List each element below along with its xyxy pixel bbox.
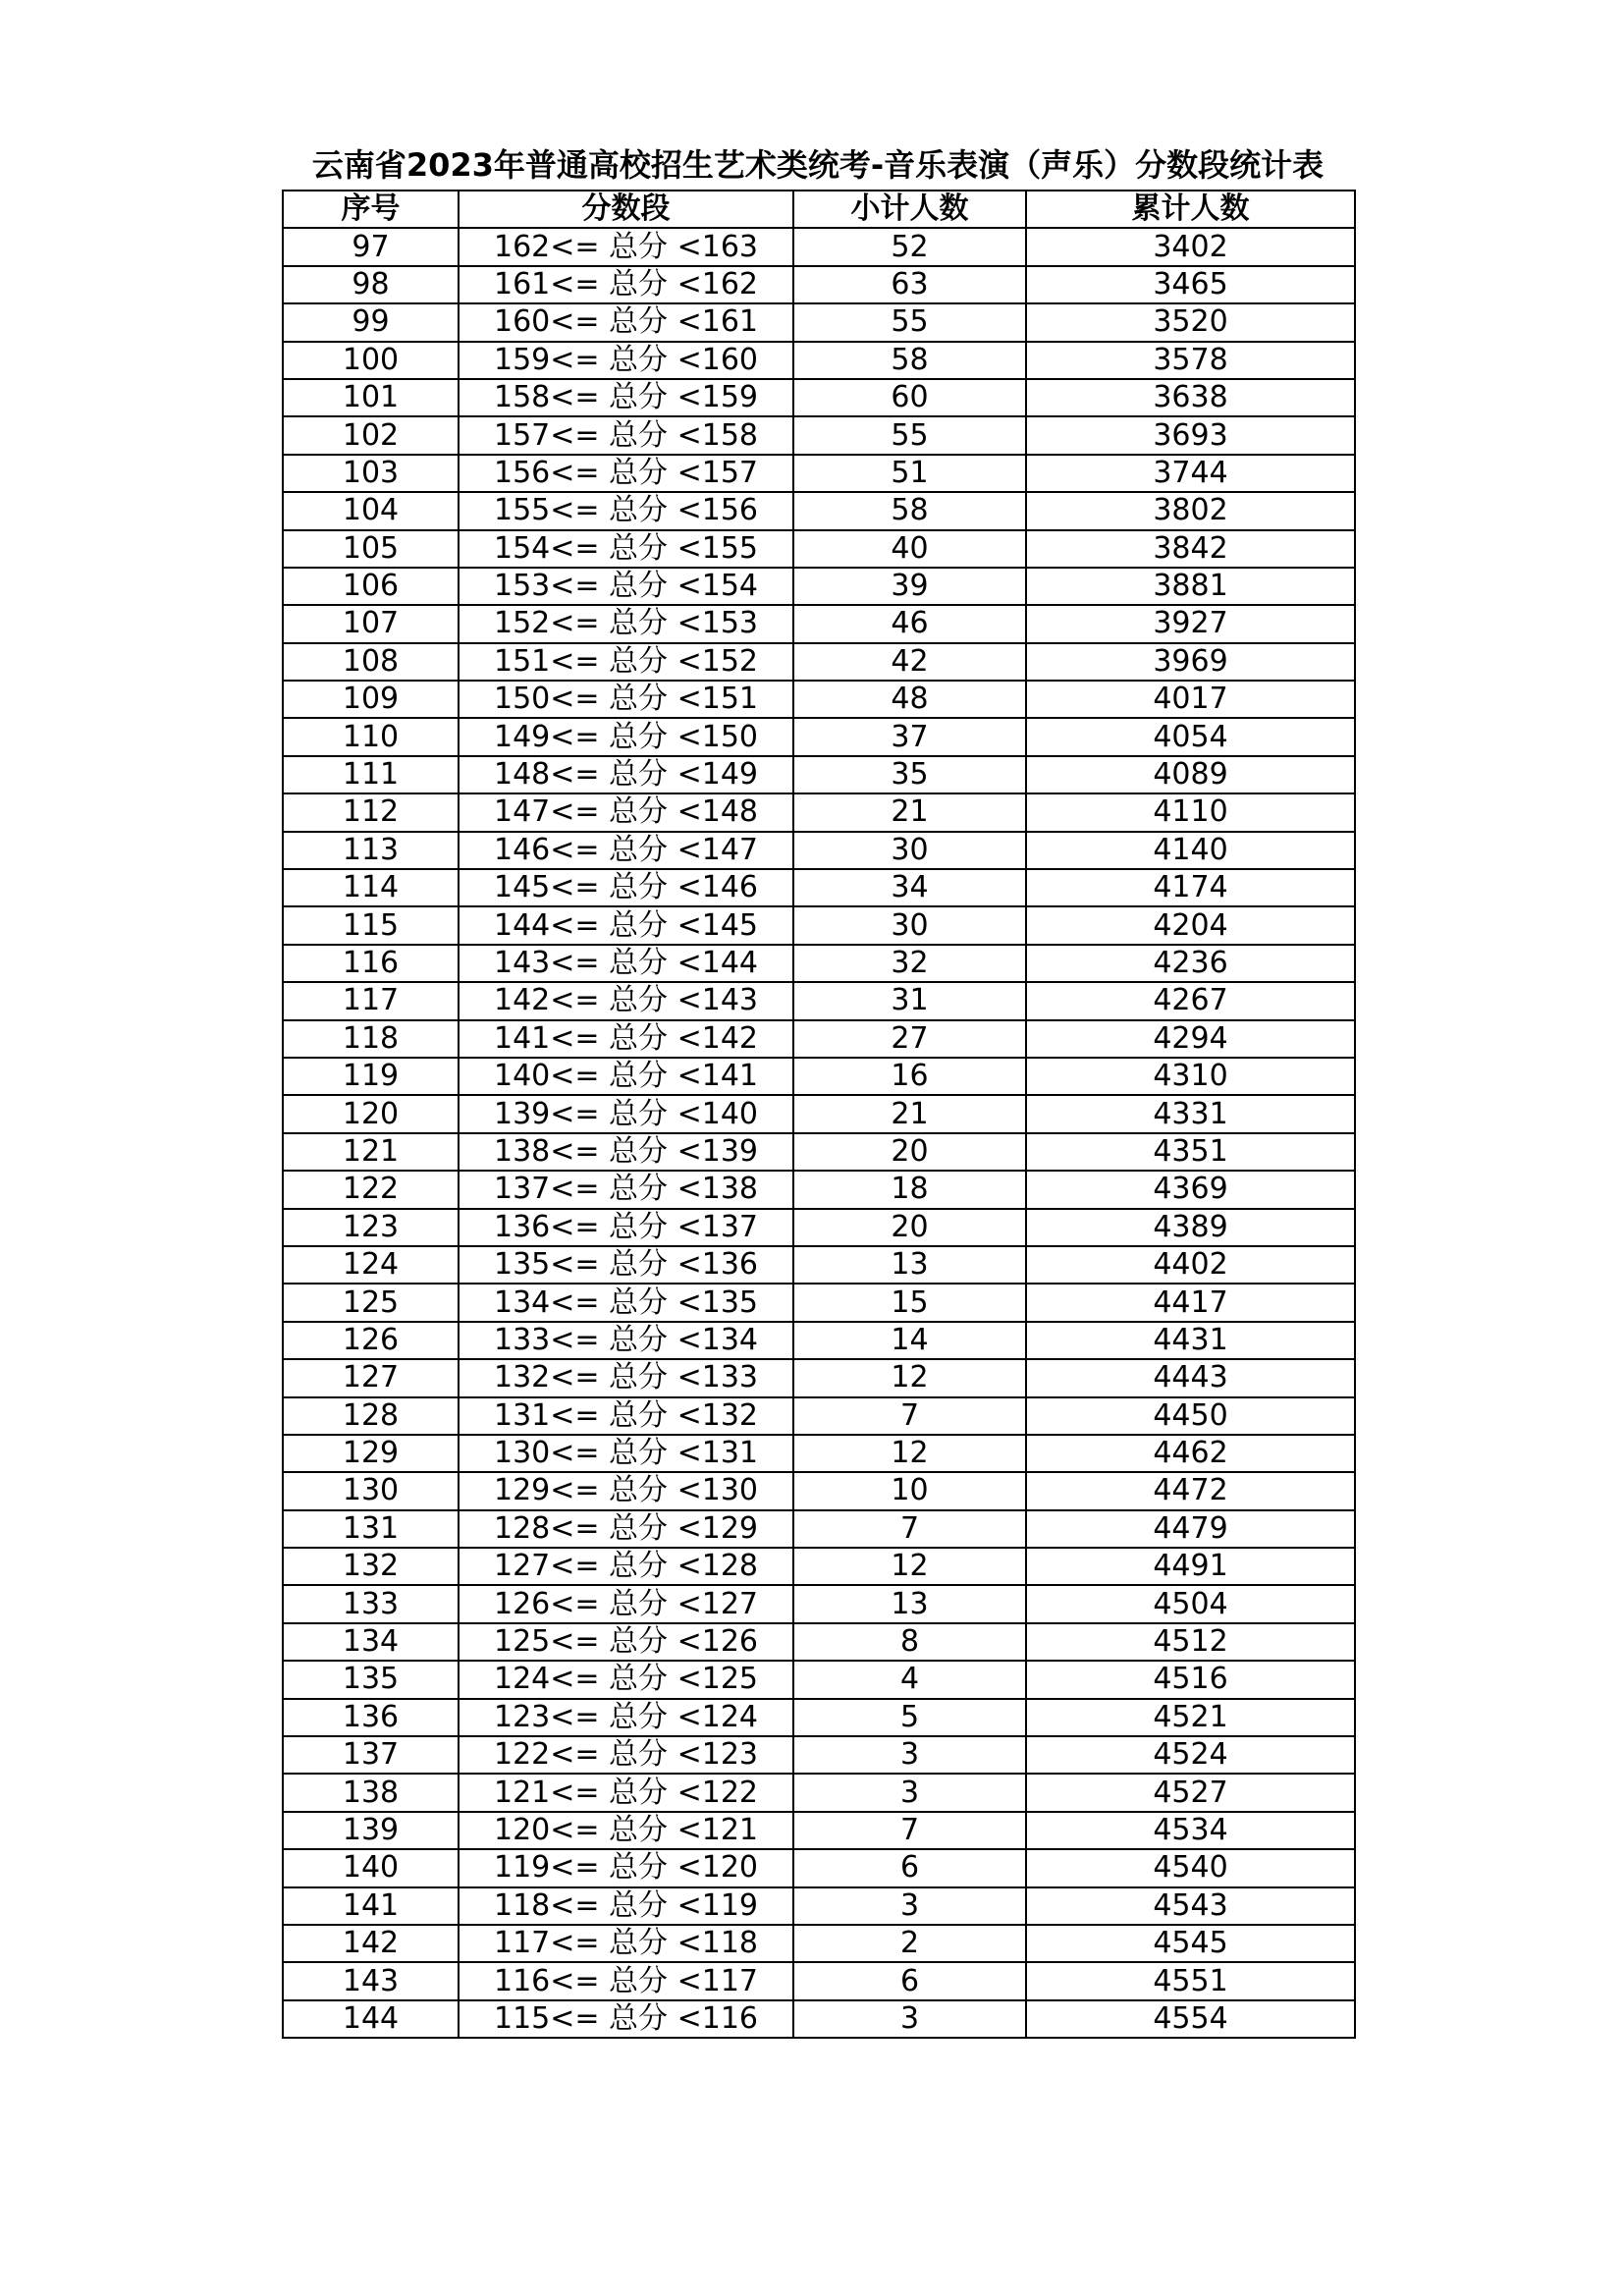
- cell-cumulative: 4140: [1026, 832, 1355, 869]
- cell-cumulative: 4551: [1026, 1962, 1355, 1999]
- cell-subtotal: 7: [793, 1812, 1026, 1849]
- cell-score-range: 130<= 总分 <131: [459, 1435, 793, 1472]
- cell-score-range: 156<= 总分 <157: [459, 455, 793, 492]
- cell-subtotal: 8: [793, 1623, 1026, 1661]
- cell-subtotal: 21: [793, 793, 1026, 831]
- cell-index: 120: [283, 1095, 459, 1132]
- cell-subtotal: 12: [793, 1548, 1026, 1585]
- cell-subtotal: 51: [793, 455, 1026, 492]
- cell-index: 144: [283, 2000, 459, 2038]
- cell-cumulative: 4054: [1026, 718, 1355, 755]
- table-row: [283, 1284, 1355, 1321]
- cell-cumulative: 4545: [1026, 1925, 1355, 1962]
- cell-score-range: 158<= 总分 <159: [459, 379, 793, 416]
- table-row: [283, 1209, 1355, 1246]
- table-row: [283, 228, 1355, 265]
- cell-index: 105: [283, 530, 459, 568]
- table-header: [283, 191, 1355, 228]
- cell-score-range: 138<= 总分 <139: [459, 1133, 793, 1171]
- cell-subtotal: 10: [793, 1472, 1026, 1509]
- cell-score-range: 154<= 总分 <155: [459, 530, 793, 568]
- table-row: [283, 1246, 1355, 1284]
- cell-subtotal: 42: [793, 643, 1026, 681]
- cell-subtotal: 3: [793, 1887, 1026, 1925]
- cell-index: 142: [283, 1925, 459, 1962]
- cell-subtotal: 3: [793, 2000, 1026, 2038]
- table-row: [283, 1435, 1355, 1472]
- cell-index: 133: [283, 1585, 459, 1622]
- cell-score-range: 118<= 总分 <119: [459, 1887, 793, 1925]
- cell-cumulative: 4443: [1026, 1359, 1355, 1396]
- cell-index: 101: [283, 379, 459, 416]
- cell-index: 97: [283, 228, 459, 265]
- cell-cumulative: 4512: [1026, 1623, 1355, 1661]
- cell-index: 128: [283, 1397, 459, 1435]
- cell-score-range: 128<= 总分 <129: [459, 1510, 793, 1548]
- cell-subtotal: 16: [793, 1058, 1026, 1095]
- table-row: [283, 2000, 1355, 2038]
- table-row: [283, 1962, 1355, 1999]
- cell-index: 110: [283, 718, 459, 755]
- cell-index: 139: [283, 1812, 459, 1849]
- cell-cumulative: 3693: [1026, 416, 1355, 454]
- cell-index: 99: [283, 303, 459, 341]
- cell-cumulative: 4462: [1026, 1435, 1355, 1472]
- cell-index: 130: [283, 1472, 459, 1509]
- table-row: [283, 1095, 1355, 1132]
- cell-index: 106: [283, 568, 459, 605]
- cell-score-range: 136<= 总分 <137: [459, 1209, 793, 1246]
- cell-score-range: 157<= 总分 <158: [459, 416, 793, 454]
- cell-index: 131: [283, 1510, 459, 1548]
- cell-cumulative: 3927: [1026, 605, 1355, 642]
- cell-index: 102: [283, 416, 459, 454]
- cell-cumulative: 4110: [1026, 793, 1355, 831]
- cell-index: 111: [283, 756, 459, 793]
- cell-cumulative: 4369: [1026, 1171, 1355, 1208]
- cell-cumulative: 4331: [1026, 1095, 1355, 1132]
- cell-subtotal: 30: [793, 906, 1026, 944]
- cell-score-range: 123<= 总分 <124: [459, 1699, 793, 1736]
- cell-score-range: 120<= 总分 <121: [459, 1812, 793, 1849]
- table-row: [283, 1020, 1355, 1058]
- cell-index: 115: [283, 906, 459, 944]
- cell-subtotal: 3: [793, 1774, 1026, 1811]
- table-row: [283, 756, 1355, 793]
- cell-cumulative: 4174: [1026, 869, 1355, 906]
- cell-score-range: 142<= 总分 <143: [459, 982, 793, 1019]
- cell-cumulative: 4554: [1026, 2000, 1355, 2038]
- cell-subtotal: 40: [793, 530, 1026, 568]
- cell-score-range: 143<= 总分 <144: [459, 945, 793, 982]
- cell-score-range: 129<= 总分 <130: [459, 1472, 793, 1509]
- cell-subtotal: 27: [793, 1020, 1026, 1058]
- table-row: [283, 1585, 1355, 1622]
- table-row: [283, 1171, 1355, 1208]
- header-cumulative: 累计人数: [1026, 191, 1355, 228]
- cell-index: 132: [283, 1548, 459, 1585]
- cell-score-range: 135<= 总分 <136: [459, 1246, 793, 1284]
- cell-index: 138: [283, 1774, 459, 1811]
- cell-cumulative: 4527: [1026, 1774, 1355, 1811]
- cell-cumulative: 4543: [1026, 1887, 1355, 1925]
- cell-index: 143: [283, 1962, 459, 1999]
- cell-score-range: 116<= 总分 <117: [459, 1962, 793, 1999]
- table-row: [283, 266, 1355, 303]
- cell-cumulative: 4472: [1026, 1472, 1355, 1509]
- cell-score-range: 141<= 总分 <142: [459, 1020, 793, 1058]
- cell-score-range: 121<= 总分 <122: [459, 1774, 793, 1811]
- cell-subtotal: 12: [793, 1435, 1026, 1472]
- cell-subtotal: 13: [793, 1585, 1026, 1622]
- cell-subtotal: 60: [793, 379, 1026, 416]
- table-row: [283, 1359, 1355, 1396]
- cell-subtotal: 55: [793, 303, 1026, 341]
- header-row: [283, 191, 1355, 228]
- cell-score-range: 117<= 总分 <118: [459, 1925, 793, 1962]
- table-row: [283, 530, 1355, 568]
- table-row: [283, 416, 1355, 454]
- cell-cumulative: 3744: [1026, 455, 1355, 492]
- cell-index: 136: [283, 1699, 459, 1736]
- table-row: [283, 342, 1355, 379]
- cell-subtotal: 30: [793, 832, 1026, 869]
- cell-index: 124: [283, 1246, 459, 1284]
- cell-score-range: 137<= 总分 <138: [459, 1171, 793, 1208]
- cell-index: 127: [283, 1359, 459, 1396]
- cell-index: 98: [283, 266, 459, 303]
- cell-subtotal: 5: [793, 1699, 1026, 1736]
- cell-subtotal: 58: [793, 342, 1026, 379]
- cell-score-range: 126<= 总分 <127: [459, 1585, 793, 1622]
- cell-index: 135: [283, 1661, 459, 1698]
- cell-subtotal: 4: [793, 1661, 1026, 1698]
- cell-score-range: 133<= 总分 <134: [459, 1322, 793, 1359]
- cell-score-range: 132<= 总分 <133: [459, 1359, 793, 1396]
- cell-subtotal: 14: [793, 1322, 1026, 1359]
- cell-index: 119: [283, 1058, 459, 1095]
- cell-index: 137: [283, 1736, 459, 1774]
- cell-subtotal: 20: [793, 1133, 1026, 1171]
- table-row: [283, 1623, 1355, 1661]
- cell-cumulative: 4294: [1026, 1020, 1355, 1058]
- cell-subtotal: 13: [793, 1246, 1026, 1284]
- table-row: [283, 643, 1355, 681]
- table-row: [283, 1058, 1355, 1095]
- cell-index: 100: [283, 342, 459, 379]
- table-row: [283, 379, 1355, 416]
- cell-subtotal: 20: [793, 1209, 1026, 1246]
- cell-index: 104: [283, 492, 459, 529]
- table-row: [283, 605, 1355, 642]
- cell-score-range: 148<= 总分 <149: [459, 756, 793, 793]
- cell-cumulative: 3402: [1026, 228, 1355, 265]
- cell-cumulative: 3465: [1026, 266, 1355, 303]
- cell-index: 134: [283, 1623, 459, 1661]
- cell-index: 125: [283, 1284, 459, 1321]
- table-row: [283, 1322, 1355, 1359]
- cell-cumulative: 4236: [1026, 945, 1355, 982]
- table-row: [283, 1849, 1355, 1886]
- cell-cumulative: 3802: [1026, 492, 1355, 529]
- page-title: 云南省2023年普通高校招生艺术类统考-音乐表演（声乐）分数段统计表: [311, 146, 1325, 184]
- cell-index: 114: [283, 869, 459, 906]
- cell-subtotal: 6: [793, 1849, 1026, 1886]
- cell-subtotal: 7: [793, 1510, 1026, 1548]
- cell-cumulative: 4089: [1026, 756, 1355, 793]
- score-distribution-table: [282, 190, 1356, 2039]
- cell-score-range: 122<= 总分 <123: [459, 1736, 793, 1774]
- table-row: [283, 982, 1355, 1019]
- cell-index: 141: [283, 1887, 459, 1925]
- cell-score-range: 155<= 总分 <156: [459, 492, 793, 529]
- cell-cumulative: 3638: [1026, 379, 1355, 416]
- cell-cumulative: 3842: [1026, 530, 1355, 568]
- cell-score-range: 131<= 总分 <132: [459, 1397, 793, 1435]
- cell-index: 129: [283, 1435, 459, 1472]
- table-row: [283, 1887, 1355, 1925]
- table-row: [283, 1736, 1355, 1774]
- table-row: [283, 945, 1355, 982]
- cell-cumulative: 4491: [1026, 1548, 1355, 1585]
- cell-cumulative: 4516: [1026, 1661, 1355, 1698]
- cell-cumulative: 4017: [1026, 681, 1355, 718]
- cell-score-range: 134<= 总分 <135: [459, 1284, 793, 1321]
- table-row: [283, 1925, 1355, 1962]
- cell-index: 122: [283, 1171, 459, 1208]
- cell-cumulative: 4402: [1026, 1246, 1355, 1284]
- cell-index: 116: [283, 945, 459, 982]
- table-row: [283, 1774, 1355, 1811]
- table-row: [283, 832, 1355, 869]
- table-row: [283, 718, 1355, 755]
- cell-cumulative: 4204: [1026, 906, 1355, 944]
- cell-subtotal: 34: [793, 869, 1026, 906]
- cell-score-range: 149<= 总分 <150: [459, 718, 793, 755]
- cell-subtotal: 32: [793, 945, 1026, 982]
- table-row: [283, 1472, 1355, 1509]
- header-score-range: 分数段: [459, 191, 793, 228]
- cell-subtotal: 31: [793, 982, 1026, 1019]
- cell-cumulative: 4417: [1026, 1284, 1355, 1321]
- table-row: [283, 303, 1355, 341]
- cell-cumulative: 4267: [1026, 982, 1355, 1019]
- cell-cumulative: 4504: [1026, 1585, 1355, 1622]
- cell-score-range: 139<= 总分 <140: [459, 1095, 793, 1132]
- cell-score-range: 144<= 总分 <145: [459, 906, 793, 944]
- cell-score-range: 160<= 总分 <161: [459, 303, 793, 341]
- cell-subtotal: 18: [793, 1171, 1026, 1208]
- cell-cumulative: 3520: [1026, 303, 1355, 341]
- cell-score-range: 151<= 总分 <152: [459, 643, 793, 681]
- cell-index: 113: [283, 832, 459, 869]
- cell-score-range: 127<= 总分 <128: [459, 1548, 793, 1585]
- table-row: [283, 1510, 1355, 1548]
- table-row: [283, 869, 1355, 906]
- cell-index: 108: [283, 643, 459, 681]
- cell-index: 107: [283, 605, 459, 642]
- cell-cumulative: 4540: [1026, 1849, 1355, 1886]
- cell-index: 103: [283, 455, 459, 492]
- cell-score-range: 124<= 总分 <125: [459, 1661, 793, 1698]
- cell-index: 126: [283, 1322, 459, 1359]
- cell-index: 109: [283, 681, 459, 718]
- cell-index: 140: [283, 1849, 459, 1886]
- table-row: [283, 455, 1355, 492]
- table-row: [283, 1133, 1355, 1171]
- header-subtotal: 小计人数: [793, 191, 1026, 228]
- cell-index: 123: [283, 1209, 459, 1246]
- cell-subtotal: 12: [793, 1359, 1026, 1396]
- cell-subtotal: 48: [793, 681, 1026, 718]
- cell-score-range: 145<= 总分 <146: [459, 869, 793, 906]
- cell-score-range: 159<= 总分 <160: [459, 342, 793, 379]
- cell-cumulative: 3578: [1026, 342, 1355, 379]
- cell-subtotal: 21: [793, 1095, 1026, 1132]
- cell-subtotal: 63: [793, 266, 1026, 303]
- cell-score-range: 162<= 总分 <163: [459, 228, 793, 265]
- cell-subtotal: 15: [793, 1284, 1026, 1321]
- cell-score-range: 150<= 总分 <151: [459, 681, 793, 718]
- cell-cumulative: 4310: [1026, 1058, 1355, 1095]
- cell-score-range: 115<= 总分 <116: [459, 2000, 793, 2038]
- table-row: [283, 793, 1355, 831]
- cell-index: 118: [283, 1020, 459, 1058]
- cell-cumulative: 4431: [1026, 1322, 1355, 1359]
- cell-score-range: 146<= 总分 <147: [459, 832, 793, 869]
- cell-subtotal: 58: [793, 492, 1026, 529]
- cell-index: 112: [283, 793, 459, 831]
- table-row: [283, 1699, 1355, 1736]
- cell-subtotal: 52: [793, 228, 1026, 265]
- cell-subtotal: 37: [793, 718, 1026, 755]
- cell-subtotal: 55: [793, 416, 1026, 454]
- cell-index: 121: [283, 1133, 459, 1171]
- cell-cumulative: 4521: [1026, 1699, 1355, 1736]
- cell-score-range: 153<= 总分 <154: [459, 568, 793, 605]
- cell-index: 117: [283, 982, 459, 1019]
- cell-score-range: 125<= 总分 <126: [459, 1623, 793, 1661]
- header-index: 序号: [283, 191, 459, 228]
- cell-cumulative: 4524: [1026, 1736, 1355, 1774]
- cell-score-range: 152<= 总分 <153: [459, 605, 793, 642]
- cell-cumulative: 4450: [1026, 1397, 1355, 1435]
- cell-cumulative: 4479: [1026, 1510, 1355, 1548]
- cell-subtotal: 35: [793, 756, 1026, 793]
- cell-score-range: 140<= 总分 <141: [459, 1058, 793, 1095]
- table-row: [283, 568, 1355, 605]
- cell-subtotal: 6: [793, 1962, 1026, 1999]
- table-row: [283, 1397, 1355, 1435]
- cell-cumulative: 4534: [1026, 1812, 1355, 1849]
- cell-subtotal: 7: [793, 1397, 1026, 1435]
- cell-cumulative: 3881: [1026, 568, 1355, 605]
- cell-subtotal: 3: [793, 1736, 1026, 1774]
- table-body: [283, 228, 1355, 2038]
- cell-score-range: 119<= 总分 <120: [459, 1849, 793, 1886]
- table-row: [283, 492, 1355, 529]
- table-row: [283, 681, 1355, 718]
- cell-cumulative: 4389: [1026, 1209, 1355, 1246]
- table-row: [283, 1548, 1355, 1585]
- cell-score-range: 161<= 总分 <162: [459, 266, 793, 303]
- table-row: [283, 1661, 1355, 1698]
- table-row: [283, 1812, 1355, 1849]
- cell-subtotal: 2: [793, 1925, 1026, 1962]
- cell-score-range: 147<= 总分 <148: [459, 793, 793, 831]
- table-row: [283, 906, 1355, 944]
- cell-cumulative: 3969: [1026, 643, 1355, 681]
- cell-subtotal: 46: [793, 605, 1026, 642]
- cell-subtotal: 39: [793, 568, 1026, 605]
- cell-cumulative: 4351: [1026, 1133, 1355, 1171]
